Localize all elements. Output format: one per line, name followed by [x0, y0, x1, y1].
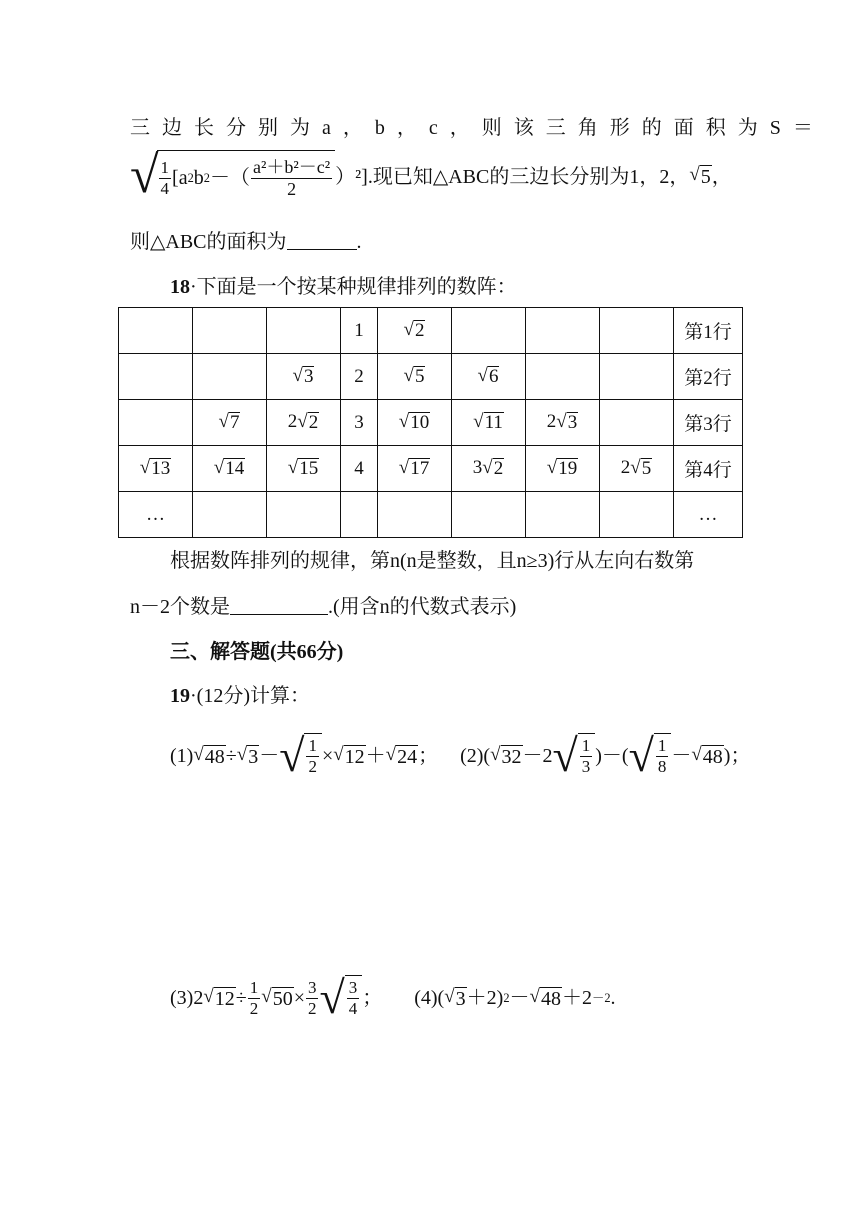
array-cell: 1 [341, 308, 378, 354]
q19-part-4-label: (4)( [414, 987, 445, 1009]
q18-heading: 18·下面是一个按某种规律排列的数阵： [170, 276, 517, 298]
array-cell: √ 7 [193, 400, 267, 446]
array-cell [600, 400, 674, 446]
array-cell [267, 492, 341, 538]
table-row [119, 354, 743, 400]
array-cell: √ 14 [193, 446, 267, 492]
array-cell: … [119, 492, 193, 538]
q19-heading: 19·(12分)计算： [170, 685, 310, 707]
array-cell [193, 492, 267, 538]
intro-line-2-tail: ）²].现已知△ABC的三边长分别为1，2， [335, 165, 690, 188]
array-cell: √ 17 [378, 446, 452, 492]
array-cell [267, 308, 341, 354]
array-cell [600, 492, 674, 538]
array-cell: √ 11 [452, 400, 526, 446]
q19-part-3-label: (3)2 [170, 987, 204, 1009]
array-cell: 2 √ 3 [526, 400, 600, 446]
array-cell [193, 308, 267, 354]
array-cell: √ 13 [119, 446, 193, 492]
array-cell [378, 492, 452, 538]
q19-row-2: (3)2 √ 12 ÷ $\frac{1}{2}$ √ 50 × $\frac{3}{2}$ √ $\frac{3}{4}$ ； (4)( √ 3 ＋2) 2 － √ 48 ＋2 －2 . [170, 971, 616, 1023]
array-cell [526, 354, 600, 400]
answer-blank-17[interactable] [287, 231, 357, 250]
array-cell [119, 308, 193, 354]
intro-line-3: 则△ABC的面积为 . [130, 231, 362, 253]
row-label-cell: 第2行 [674, 354, 743, 400]
answer-blank-18[interactable] [230, 596, 328, 615]
array-cell: √ 15 [267, 446, 341, 492]
array-cell [600, 308, 674, 354]
intro-line-2: √ $\frac{1}{4}$ [a 2 b 2 －（ $\frac{\text{a²＋b²－c²}}{2}$ ）²].现已知△ABC的三边长分别为1，2， √ 5 ， [130, 147, 732, 204]
row-label-cell: 第3行 [674, 400, 743, 446]
array-cell [452, 492, 526, 538]
table-row [119, 446, 743, 492]
q19-part-1-label: (1) [170, 745, 194, 767]
array-cell: 2 √ 2 [267, 400, 341, 446]
row-label-cell: 第1行 [674, 308, 743, 354]
table-row [119, 400, 743, 446]
array-cell: 4 [341, 446, 378, 492]
array-cell: 3 [341, 400, 378, 446]
number-array-table [118, 307, 743, 538]
array-cell: √ 3 [267, 354, 341, 400]
row-label-cell: … [674, 492, 743, 538]
array-cell [119, 354, 193, 400]
array-cell: √ 6 [452, 354, 526, 400]
array-cell [526, 492, 600, 538]
intro-line-1: 三边长分别为a，b，c，则该三角形的面积为S＝ [130, 117, 825, 139]
section-3-heading: 三、解答题(共66分) [170, 641, 344, 663]
array-cell: 2 [341, 354, 378, 400]
array-cell: √ 5 [378, 354, 452, 400]
table-row [119, 492, 743, 538]
table-row [119, 308, 743, 354]
row-label-cell: 第4行 [674, 446, 743, 492]
q18-rule-line-1: 根据数阵排列的规律，第n(n是整数，且n≥3)行从左向右数第 [170, 550, 695, 572]
array-cell [600, 354, 674, 400]
q19-row-1: (1) √ 48 ÷ √ 3 － √ $\frac{1}{2}$ × √ 12 ＋ √ 24 ； (2)( √ 32 －2 √ $\frac{1}{3}$ )－( √ $\frac{1}{8}$ － √ 48 )； [170, 729, 751, 781]
array-cell: √ 19 [526, 446, 600, 492]
array-cell: 2 √ 5 [600, 446, 674, 492]
array-cell [526, 308, 600, 354]
array-cell: √ 2 [378, 308, 452, 354]
array-cell [193, 354, 267, 400]
q18-rule-line-2: n－2个数是 .(用含n的代数式表示) [130, 596, 517, 618]
array-cell: 3 √ 2 [452, 446, 526, 492]
array-cell [119, 400, 193, 446]
array-cell [452, 308, 526, 354]
q19-part-2-label: (2)( [460, 745, 491, 767]
array-cell: √ 10 [378, 400, 452, 446]
heron-radical: √ $\frac{1}{4}$ [a 2 b 2 －（ $\frac{\text{a²＋b²－c²}}{2}$ [130, 150, 335, 203]
array-cell [341, 492, 378, 538]
